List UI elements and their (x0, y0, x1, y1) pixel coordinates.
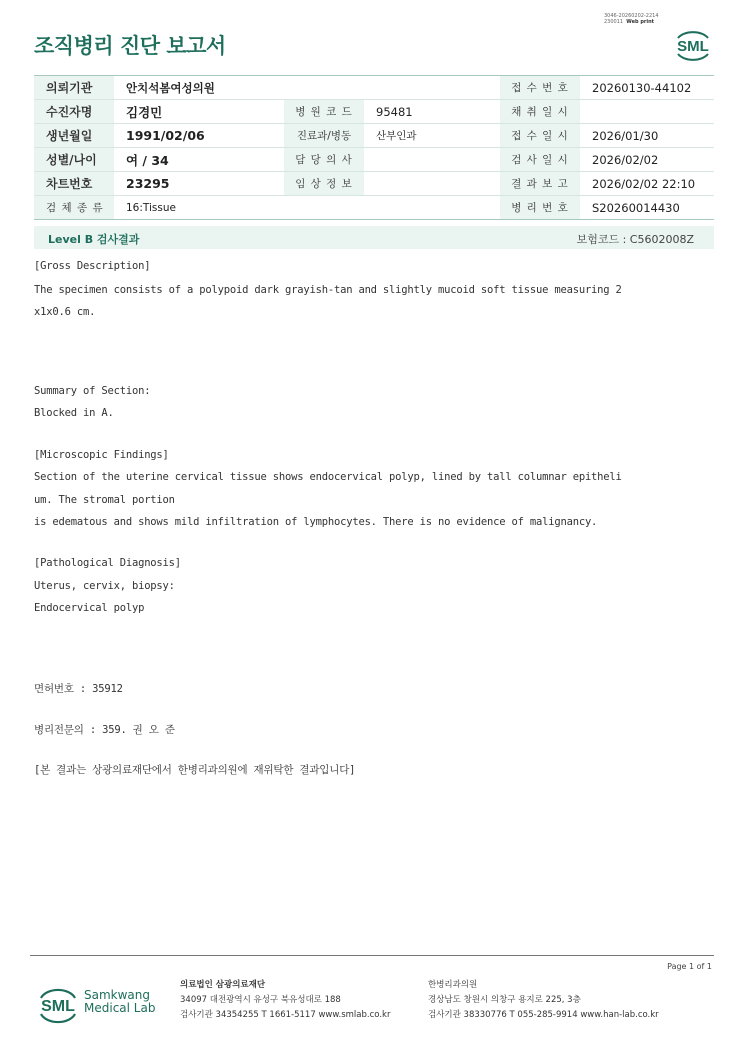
org1-name: 의료법인 삼광의료재단 (180, 980, 266, 990)
consignment-notice: [본 결과는 상광의료재단에서 한병리과의원에 재위탁한 결과입니다] (34, 764, 356, 776)
chart-no-value: 23295 (114, 172, 284, 196)
receipt-date-value: 2026/01/30 (580, 124, 714, 148)
microscopic-line-1: Section of the uterine cervical tissue shows endocervical polyp, lined by tall columnar epitheli (34, 471, 622, 483)
page-number: Page 1 of 1 (667, 962, 712, 971)
clinical-info-label: 임 상 정 보 (284, 172, 364, 196)
org2-name: 한병리과의원 (428, 980, 478, 990)
exam-date-label: 검 사 일 시 (500, 148, 580, 172)
print-meta-code: 230011 (604, 19, 624, 25)
table-row (34, 196, 714, 220)
sml-logo-icon (672, 26, 714, 62)
table-row (34, 100, 714, 124)
table-row (34, 148, 714, 172)
specimen-value: 16:Tissue (114, 196, 500, 220)
diagnosis-heading: [Pathological Diagnosis] (34, 557, 181, 569)
microscopic-heading: [Microscopic Findings] (34, 449, 169, 461)
pathology-no-label: 병 리 번 호 (500, 196, 580, 220)
print-meta-tag: Web print (626, 19, 655, 25)
specimen-label: 검 체 종 류 (34, 196, 114, 220)
diagnosis-line-1: Uterus, cervix, biopsy: (34, 580, 175, 592)
department-value: 산부인과 (364, 124, 500, 148)
patient-info-table (34, 75, 714, 220)
org1-contact: 검사기관 34354255 T 1661-5117 www.smlab.co.kr (180, 1010, 391, 1020)
receipt-date-label: 접 수 일 시 (500, 124, 580, 148)
receipt-no-label: 접 수 번 호 (500, 76, 580, 100)
collection-date-label: 채 취 일 시 (500, 100, 580, 124)
gross-line-1: The specimen consists of a polypoid dark grayish-tan and slightly mucoid soft tissue measuring 2 (34, 284, 622, 296)
gross-heading: [Gross Description] (34, 260, 151, 272)
collection-date-value (580, 100, 714, 124)
org2-address: 경상남도 창원시 의창구 용지로 225, 3층 (428, 995, 581, 1005)
department-label: 진료과/병동 (284, 124, 364, 148)
table-row (34, 124, 714, 148)
doctor-label: 담 당 의 사 (284, 148, 364, 172)
level-title: Level B 검사결과 (48, 233, 140, 246)
summary-heading: Summary of Section: (34, 385, 151, 397)
print-meta-line1: 3046-20260202-2214 (604, 13, 659, 19)
table-row (34, 172, 714, 196)
receipt-no-value: 20260130-44102 (580, 76, 714, 100)
brand-line-2: Medical Lab (84, 1001, 156, 1015)
clinical-info-value (364, 172, 500, 196)
brand-line-1: Samkwang (84, 988, 150, 1002)
footer-divider (30, 955, 714, 956)
requesting-org-value: 안치석봄여성의원 (114, 76, 500, 100)
logo-text: SML (677, 38, 709, 55)
sml-footer-logo-icon (36, 982, 80, 1026)
org1-address: 34097 대전광역시 유성구 북유성대로 188 (180, 995, 341, 1005)
diagnosis-line-2: Endocervical polyp (34, 602, 145, 614)
footer-logo-text: SML (41, 998, 75, 1015)
brand-name (84, 989, 155, 1015)
pathologist: 병리전문의 : 359. 권 오 준 (34, 724, 175, 736)
result-report-label: 결 과 보 고 (500, 172, 580, 196)
insurance-code: 보험코드 : C5602008Z (576, 233, 694, 246)
report-title: 조직병리 진단 보고서 (34, 34, 226, 58)
gross-line-2: x1x0.6 cm. (34, 306, 96, 318)
patient-name-label: 수진자명 (34, 100, 114, 124)
hospital-code-value: 95481 (364, 100, 500, 124)
microscopic-line-2: um. The stromal portion (34, 494, 175, 506)
requesting-org-label: 의뢰기관 (34, 76, 114, 100)
sex-age-label: 성별/나이 (34, 148, 114, 172)
sex-age-value: 여 / 34 (114, 148, 284, 172)
license-number: 면허번호 : 35912 (34, 683, 123, 695)
org2-address-block (428, 978, 659, 1023)
summary-line-1: Blocked in A. (34, 407, 114, 419)
print-metadata (604, 13, 659, 25)
birth-date-value: 1991/02/06 (114, 124, 284, 148)
patient-name-value: 김경민 (114, 100, 284, 124)
birth-date-label: 생년월일 (34, 124, 114, 148)
org1-address-block (180, 978, 390, 1023)
pathology-no-value: S20260014430 (580, 196, 714, 220)
result-report-value: 2026/02/02 22:10 (580, 172, 714, 196)
result-level-bar (34, 226, 714, 249)
org2-contact: 검사기관 38330776 T 055-285-9914 www.han-lab.co.kr (428, 1010, 659, 1020)
table-row (34, 76, 714, 100)
hospital-code-label: 병 원 코 드 (284, 100, 364, 124)
doctor-value (364, 148, 500, 172)
exam-date-value: 2026/02/02 (580, 148, 714, 172)
chart-no-label: 차트번호 (34, 172, 114, 196)
microscopic-line-3: is edematous and shows mild infiltration of lymphocytes. There is no evidence of malignancy. (34, 516, 598, 528)
